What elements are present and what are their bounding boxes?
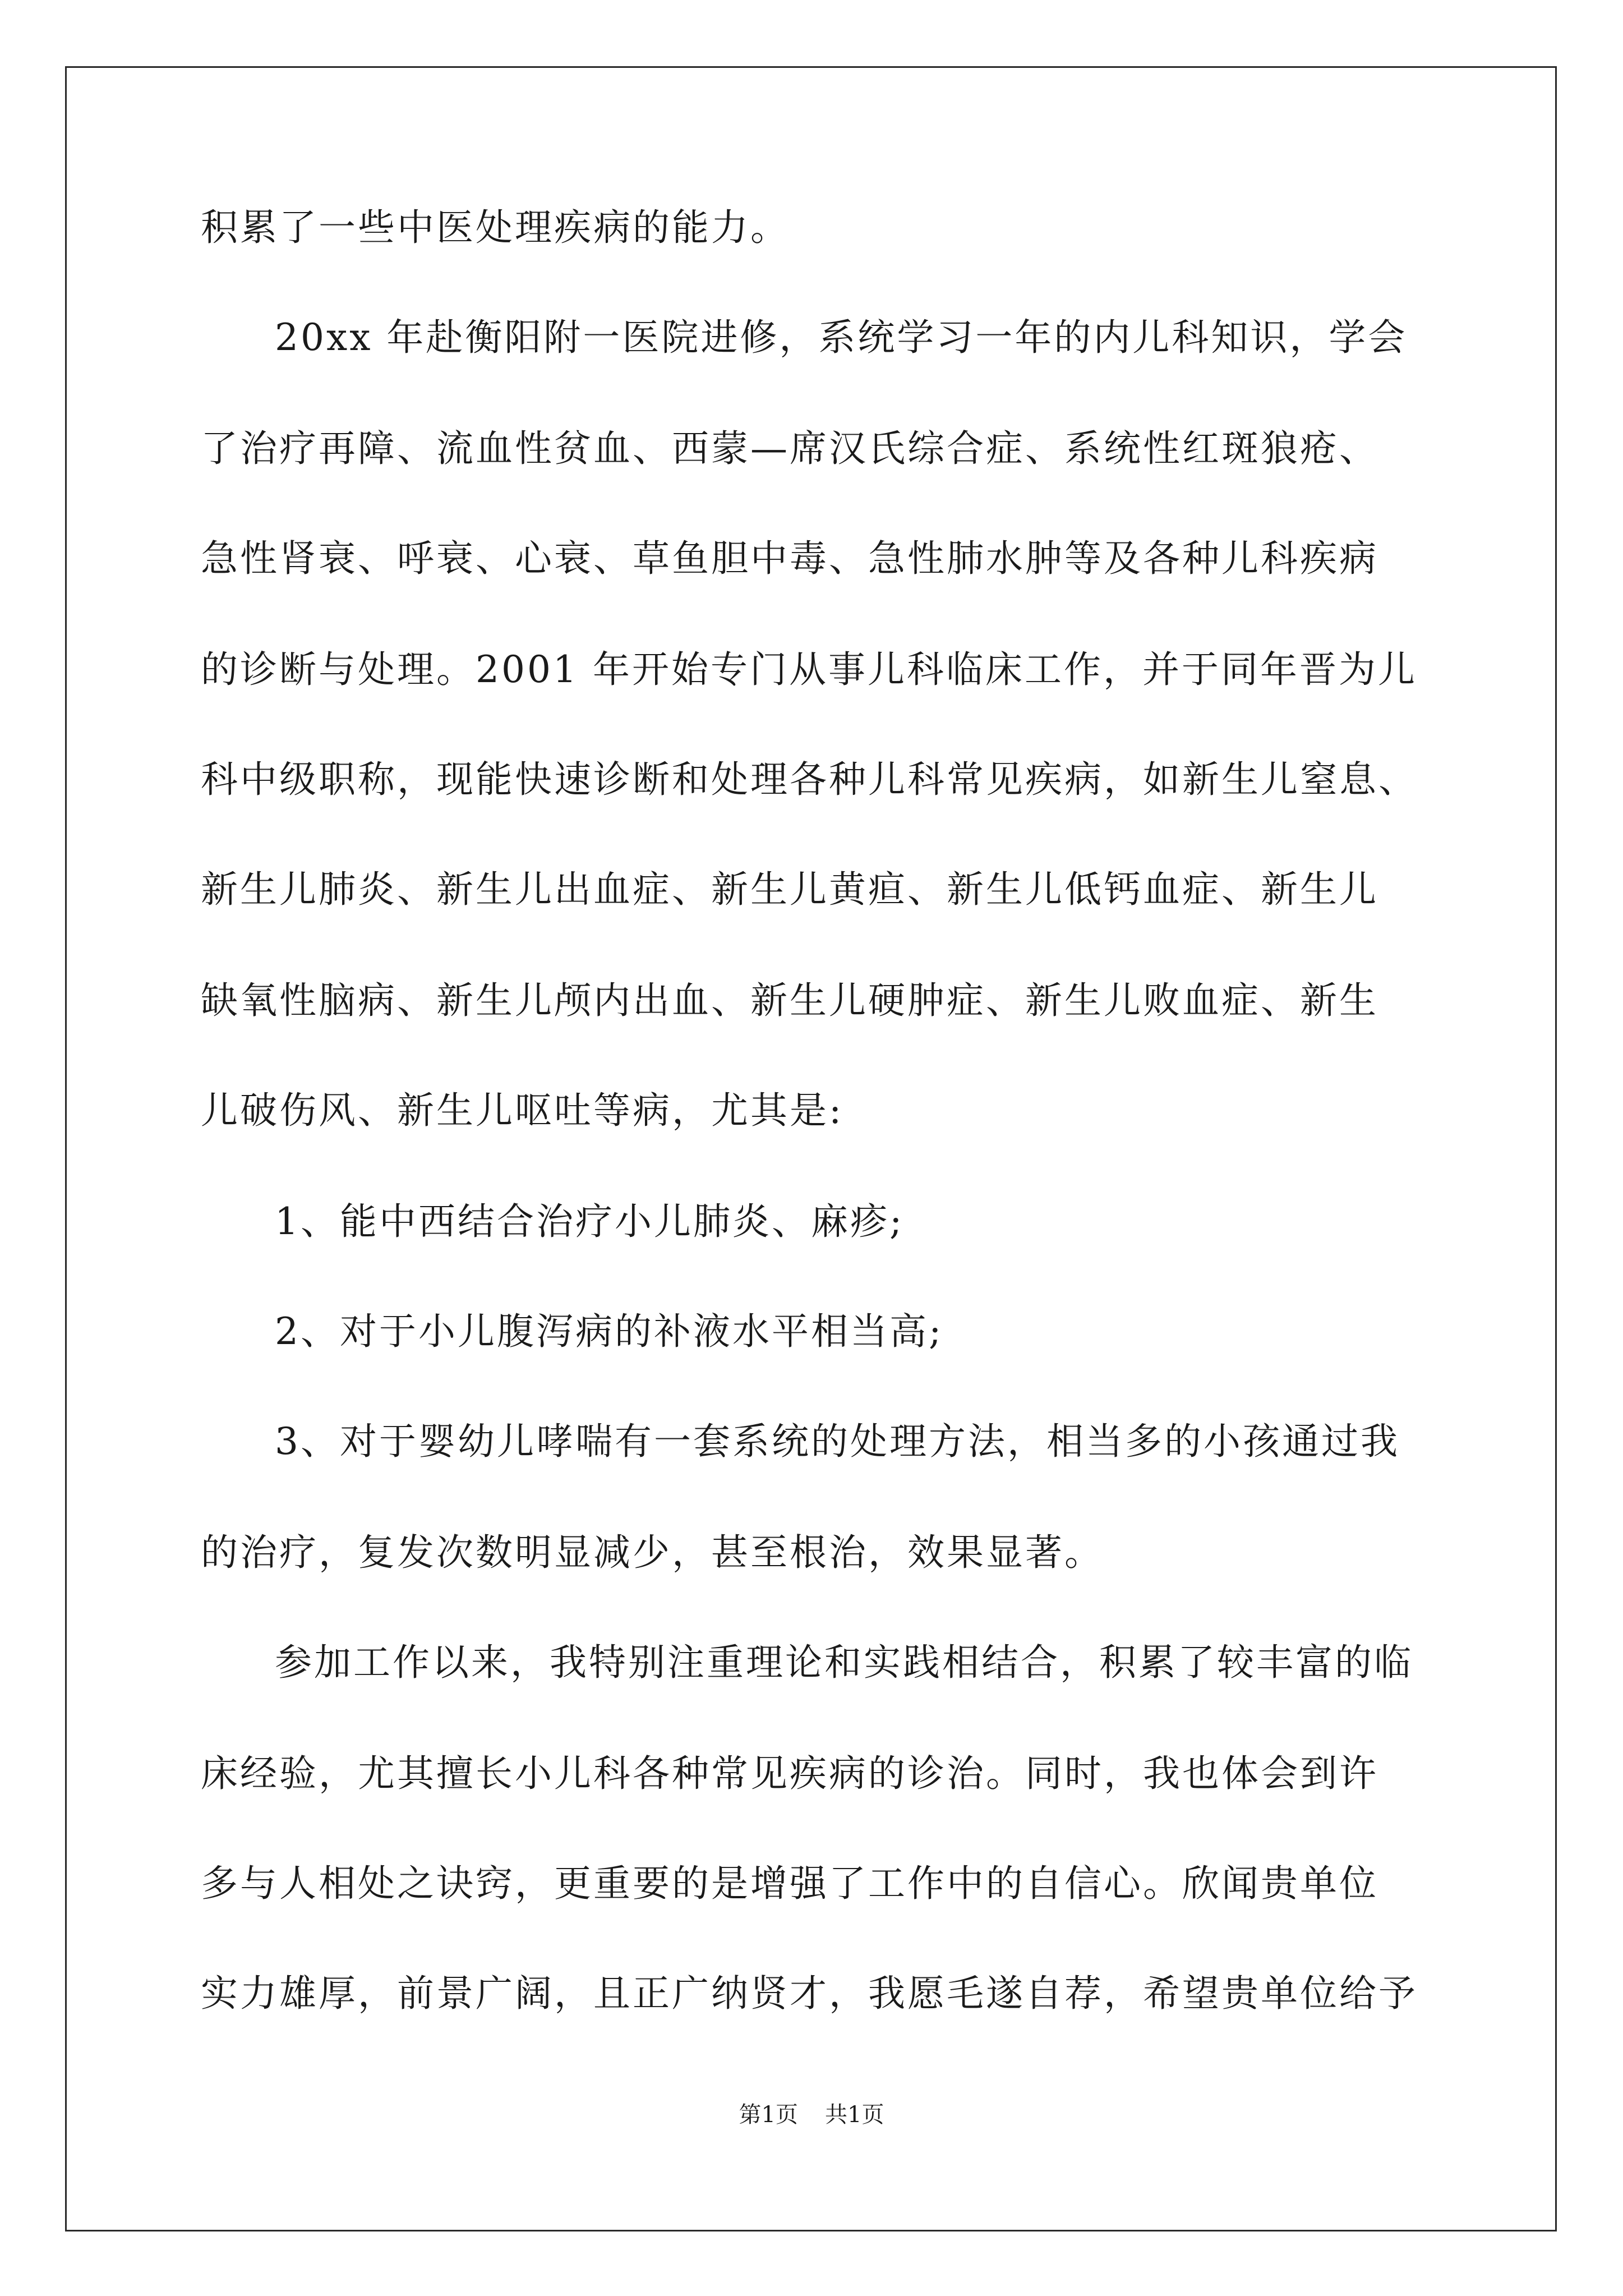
text-line: 新生儿肺炎、新生儿出血症、新生儿黄疸、新生儿低钙血症、新生儿	[201, 868, 1378, 911]
page-count: 共1页	[825, 2102, 884, 2128]
page-border	[65, 66, 1557, 2231]
text-line: 缺氧性脑病、新生儿颅内出血、新生儿硬肿症、新生儿败血症、新生	[201, 979, 1378, 1022]
list-item-2: 2、对于小儿腹泻病的补液水平相当高;	[275, 1310, 944, 1353]
list-item-1: 1、能中西结合治疗小儿肺炎、麻疹;	[275, 1200, 905, 1243]
list-item-3: 3、对于婴幼儿哮喘有一套系统的处理方法，相当多的小孩通过我	[275, 1420, 1400, 1463]
text-line: 积累了一些中医处理疾病的能力。	[201, 206, 790, 249]
page-number: 第1页	[739, 2102, 798, 2128]
page-footer	[0, 2101, 1623, 2129]
text-line: 儿破伤风、新生儿呕吐等病，尤其是:	[201, 1089, 844, 1132]
text-line: 实力雄厚，前景广阔，且正广纳贤才，我愿毛遂自荐，希望贵单位给予	[201, 1972, 1418, 2015]
text-line: 床经验，尤其擅长小儿科各种常见疾病的诊治。同时，我也体会到许	[201, 1752, 1378, 1795]
paragraph-start-line: 20xx 年赴衡阳附一医院进修，系统学习一年的内儿科知识，学会	[275, 316, 1408, 359]
text-line: 急性肾衰、呼衰、心衰、草鱼胆中毒、急性肺水肿等及各种儿科疾病	[201, 537, 1378, 580]
paragraph-start-line: 参加工作以来，我特别注重理论和实践相结合，积累了较丰富的临	[275, 1641, 1413, 1684]
text-line: 了治疗再障、流血性贫血、西蒙—席汉氏综合症、系统性红斑狼疮、	[201, 427, 1378, 470]
text-line: 的治疗，复发次数明显减少，甚至根治，效果显著。	[201, 1531, 1104, 1574]
text-line: 科中级职称，现能快速诊断和处理各种儿科常见疾病，如新生儿窒息、	[201, 758, 1418, 801]
text-line: 的诊断与处理。2001 年开始专门从事儿科临床工作，并于同年晋为儿	[201, 648, 1417, 691]
text-line: 多与人相处之诀窍，更重要的是增强了工作中的自信心。欣闻贵单位	[201, 1862, 1378, 1905]
